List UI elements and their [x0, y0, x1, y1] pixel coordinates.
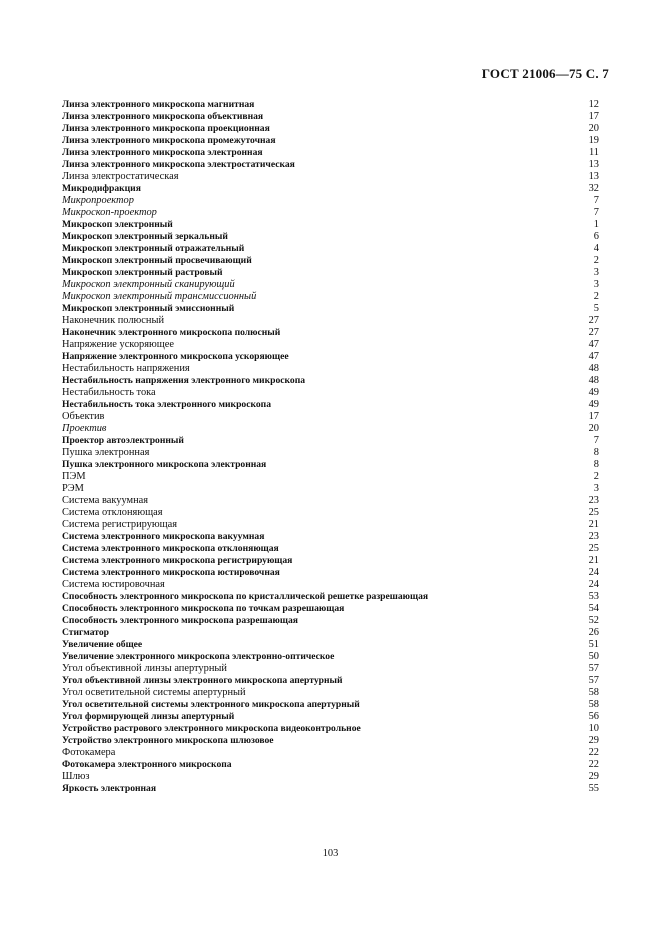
index-term: Увеличение общее	[62, 639, 143, 650]
page-number: 103	[322, 848, 339, 859]
index-entry	[62, 291, 599, 303]
index-page-ref: 32	[588, 183, 599, 194]
index-page-ref: 47	[588, 339, 599, 350]
index-term: Объектив	[62, 411, 105, 422]
index-page-ref: 3	[593, 483, 599, 494]
index-page-ref: 5	[593, 303, 599, 314]
index-term: Микроскоп электронный растровый	[62, 267, 223, 278]
index-term: Стигматор	[62, 627, 110, 638]
index-entry	[62, 207, 599, 219]
index-term: ПЭМ	[62, 471, 86, 482]
index-entry	[62, 459, 599, 471]
index-entry	[62, 159, 599, 171]
index-entry	[62, 411, 599, 423]
index-term: Система регистрирующая	[62, 519, 178, 530]
document-header: ГОСТ 21006—75 С. 7	[481, 66, 609, 81]
index-page-ref: 8	[593, 447, 599, 458]
index-term: Линза электронного микроскопа промежуточная	[62, 135, 276, 146]
index-page-ref: 7	[593, 207, 599, 218]
index-page-ref: 54	[588, 603, 599, 614]
index-page-ref: 7	[593, 195, 599, 206]
index-term: Проектор автоэлектронный	[62, 435, 184, 446]
index-entry	[62, 579, 599, 591]
index-term: Линза электронного микроскопа электростатическая	[62, 159, 295, 170]
index-entry	[62, 543, 599, 555]
index-entry	[62, 591, 599, 603]
index-entry	[62, 627, 599, 639]
index-entry	[62, 123, 599, 135]
index-entry	[62, 711, 599, 723]
index-entry	[62, 267, 599, 279]
index-page-ref: 56	[588, 711, 599, 722]
index-term: Микродифракция	[62, 183, 141, 194]
index-entry	[62, 147, 599, 159]
index-page-ref: 27	[588, 327, 599, 338]
index-entry	[62, 507, 599, 519]
index-entry	[62, 387, 599, 399]
index-term: Напряжение электронного микроскопа ускоряющее	[62, 351, 289, 362]
index-term: Угол осветительной системы электронного микроскопа апертурный	[62, 699, 360, 710]
index-term: Линза электронного микроскопа объективная	[62, 111, 264, 122]
index-entry	[62, 447, 599, 459]
index-term: Наконечник полюсный	[62, 315, 165, 326]
index-page-ref: 2	[593, 291, 599, 302]
index-page-ref: 52	[588, 615, 599, 626]
index-entry	[62, 771, 599, 783]
index-term: Устройство электронного микроскопа шлюзовое	[62, 735, 274, 746]
index-page-ref: 25	[588, 507, 599, 518]
index-page-ref: 27	[588, 315, 599, 326]
index-page-ref: 19	[588, 135, 599, 146]
index-term: Линза электронного микроскопа проекционная	[62, 123, 270, 134]
index-entry	[62, 783, 599, 795]
index-page-ref: 2	[593, 255, 599, 266]
index-term: Устройство растрового электронного микроскопа видеоконтрольное	[62, 723, 361, 734]
index-term: Система электронного микроскопа регистрирующая	[62, 555, 293, 566]
index-term: Система юстировочная	[62, 579, 165, 590]
index-term: Шлюз	[62, 771, 90, 782]
index-term: Микроскоп электронный зеркальный	[62, 231, 228, 242]
index-term: Нестабильность тока электронного микроскопа	[62, 399, 272, 410]
index-page-ref: 55	[588, 783, 599, 794]
index-term: Увеличение электронного микроскопа электронно-оптическое	[62, 651, 335, 662]
index-entry	[62, 111, 599, 123]
index-page-ref: 7	[593, 435, 599, 446]
index-entry	[62, 531, 599, 543]
index-entry	[62, 495, 599, 507]
index-page-ref: 51	[588, 639, 599, 650]
index-entry	[62, 759, 599, 771]
index-page-ref: 17	[588, 111, 599, 122]
index-term: РЭМ	[62, 483, 84, 494]
index-page-ref: 49	[588, 387, 599, 398]
index-term: Проектив	[62, 423, 107, 434]
index-page-ref: 23	[588, 531, 599, 542]
index-page-ref: 3	[593, 279, 599, 290]
index-page-ref: 50	[588, 651, 599, 662]
index-page-ref: 24	[588, 567, 599, 578]
index-page-ref: 10	[588, 723, 599, 734]
index-page-ref: 3	[593, 267, 599, 278]
index-page-ref: 11	[588, 147, 599, 158]
index-term: Система электронного микроскопа юстировочная	[62, 567, 280, 578]
index-page-ref: 20	[588, 423, 599, 434]
index-page-ref: 17	[588, 411, 599, 422]
index-term: Система электронного микроскопа вакуумная	[62, 531, 265, 542]
index-term: Угол осветительной системы апертурный	[62, 687, 246, 698]
index-term: Угол объективной линзы электронного микроскопа апертурный	[62, 675, 343, 686]
index-entry	[62, 555, 599, 567]
index-entry	[62, 171, 599, 183]
index-page-ref: 8	[593, 459, 599, 470]
index-term: Пушка электронная	[62, 447, 150, 458]
index-term: Способность электронного микроскопа разрешающая	[62, 615, 298, 626]
index-page-ref: 12	[588, 99, 599, 110]
index-entry	[62, 651, 599, 663]
index-entry	[62, 663, 599, 675]
index-entry	[62, 279, 599, 291]
index-term: Микроскоп электронный эмиссионный	[62, 303, 235, 314]
index-entry	[62, 747, 599, 759]
index-entry	[62, 699, 599, 711]
index-page-ref: 24	[588, 579, 599, 590]
index-page-ref: 48	[588, 363, 599, 374]
index-term: Фотокамера	[62, 747, 116, 758]
index-term: Угол формирующей линзы апертурный	[62, 711, 235, 722]
index-entry	[62, 243, 599, 255]
index-page-ref: 13	[588, 171, 599, 182]
index-entry	[62, 339, 599, 351]
index-entry	[62, 255, 599, 267]
index-page-ref: 29	[588, 771, 599, 782]
index-page-ref: 22	[588, 759, 599, 770]
index-page-ref: 21	[588, 519, 599, 530]
index-entry	[62, 375, 599, 387]
index-page-ref: 23	[588, 495, 599, 506]
index-page-ref: 13	[588, 159, 599, 170]
index-term: Линза электронного микроскопа магнитная	[62, 99, 255, 110]
index-entry	[62, 723, 599, 735]
index-term: Микроскоп электронный трансмиссионный	[62, 291, 257, 302]
index-page-ref: 20	[588, 123, 599, 134]
index-term: Способность электронного микроскопа по точкам разрешающая	[62, 603, 345, 614]
index-entry	[62, 135, 599, 147]
index-term: Линза электронного микроскопа электронная	[62, 147, 263, 158]
index-term: Наконечник электронного микроскопа полюсный	[62, 327, 281, 338]
index-page-ref: 47	[588, 351, 599, 362]
index-term: Система вакуумная	[62, 495, 149, 506]
index-term: Микроскоп электронный отражательный	[62, 243, 245, 254]
index-term: Фотокамера электронного микроскопа	[62, 759, 232, 770]
index-term: Напряжение ускоряющее	[62, 339, 174, 350]
index-entry	[62, 327, 599, 339]
index-page-ref: 58	[588, 687, 599, 698]
index-page-ref: 48	[588, 375, 599, 386]
index-entry	[62, 519, 599, 531]
index-entry	[62, 675, 599, 687]
index-term: Способность электронного микроскопа по кристаллической решетке разрешающая	[62, 591, 429, 602]
index-term: Линза электростатическая	[62, 171, 179, 182]
index-page-ref: 22	[588, 747, 599, 758]
index-term: Микропроектор	[62, 195, 134, 206]
index-term: Система электронного микроскопа отклоняющая	[62, 543, 279, 554]
index-page-ref: 53	[588, 591, 599, 602]
index-entry	[62, 99, 599, 111]
index-entry	[62, 603, 599, 615]
index-page-ref: 21	[588, 555, 599, 566]
index-term: Микроскоп электронный сканирующий	[62, 279, 235, 290]
index-page-ref: 58	[588, 699, 599, 710]
index-entry	[62, 183, 599, 195]
index-term: Микроскоп-проектор	[62, 207, 157, 218]
index-page-ref: 29	[588, 735, 599, 746]
index-page-ref: 2	[593, 471, 599, 482]
index-page-ref: 1	[593, 219, 599, 230]
term-index-list	[62, 99, 599, 795]
index-term: Нестабильность тока	[62, 387, 156, 398]
index-entry	[62, 687, 599, 699]
index-page-ref: 57	[588, 663, 599, 674]
index-entry	[62, 423, 599, 435]
index-entry	[62, 195, 599, 207]
index-entry	[62, 615, 599, 627]
index-entry	[62, 363, 599, 375]
index-page-ref: 57	[588, 675, 599, 686]
index-term: Яркость электронная	[62, 783, 157, 794]
index-page-ref: 6	[593, 231, 599, 242]
index-page-ref: 26	[588, 627, 599, 638]
index-page-ref: 25	[588, 543, 599, 554]
index-term: Микроскоп электронный просвечивающий	[62, 255, 252, 266]
index-term: Система отклоняющая	[62, 507, 163, 518]
index-entry	[62, 399, 599, 411]
index-entry	[62, 639, 599, 651]
index-term: Нестабильность напряжения электронного микроскопа	[62, 375, 306, 386]
index-entry	[62, 303, 599, 315]
index-entry	[62, 567, 599, 579]
index-entry	[62, 231, 599, 243]
index-entry	[62, 735, 599, 747]
index-page-ref: 4	[593, 243, 599, 254]
index-entry	[62, 483, 599, 495]
index-term: Пушка электронного микроскопа электронная	[62, 459, 267, 470]
index-term: Микроскоп электронный	[62, 219, 173, 230]
index-entry	[62, 435, 599, 447]
index-entry	[62, 219, 599, 231]
index-term: Угол объективной линзы апертурный	[62, 663, 227, 674]
index-entry	[62, 351, 599, 363]
index-entry	[62, 315, 599, 327]
index-page-ref: 49	[588, 399, 599, 410]
index-term: Нестабильность напряжения	[62, 363, 190, 374]
index-entry	[62, 471, 599, 483]
